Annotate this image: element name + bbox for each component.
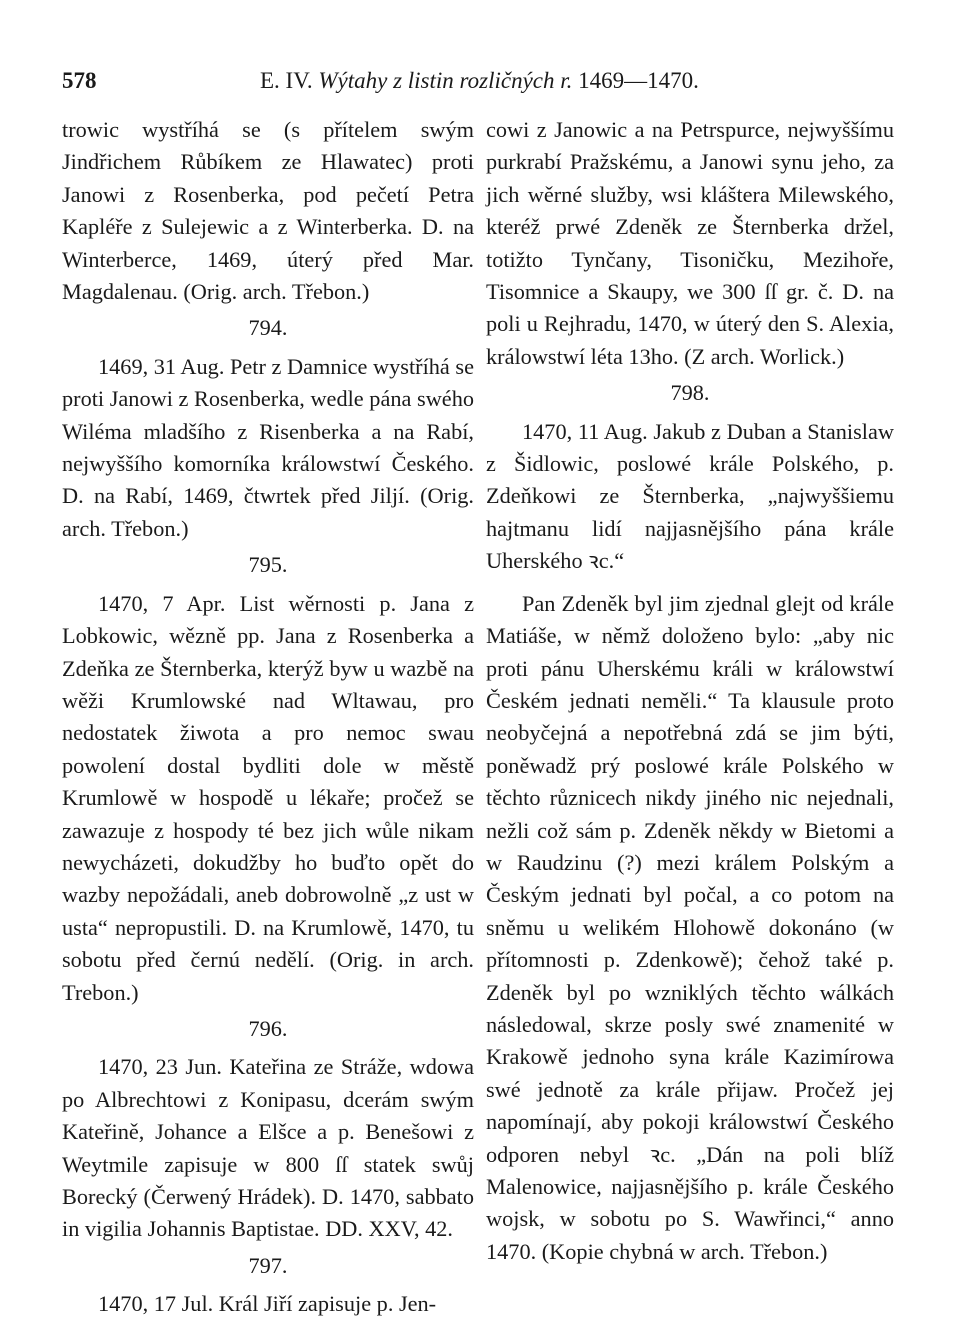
entry-number-796: 796.	[248, 1015, 288, 1041]
entry-798-text: 1470, 11 Aug. Jakub z Duban a Stanislaw z Šidlowic, poslowé krále Polského, p. Zdeňkowi ze Šternberka, „najwyššiemu hajtmanu lidí najjasnějšího pána krále Uherského ꝛc.“	[486, 418, 894, 574]
running-title: Wýtahy z listin rozličných r.	[318, 68, 573, 93]
right-column	[486, 114, 894, 1268]
entry-798-summary: Pan Zdeněk byl jim zjednal glejt od krále Matiáše, w němž doloženo bylo: „aby nic proti pánu Uherskému králi w králowstwí Českém jednati neměli.“ Ta klausule proto neobyčejná a nepotřebná zdá se jim býti, poněwadž prý poslowé krále Polského w těchto různicech nikdy jiného nic nejednali, nežli což sám p. Zdeněk někdy w Bietomi a w Raudzinu (?) mezi králem Polským a Českým jednati byl počal, a co potom na sněmu u welikém Hlohowě dokonáno (w přítomnosti p. Zdenkowě); čehož také p. Zdeněk byl po wzniklých těchto wálkách následowal, skrze posly swé znamenité w Krakowě jednoho syna krále Kazimírowa swé jednotě za krále přijaw. Pročež jej napomínají, aby pokoji králowstwí Českého odporen nebyl ꝛc. „Dán na poli blíž Malenowice, najjasnějšího p. krále Českého wojsk, w sobotu po S. Wawřinci,“ anno 1470. (Kopie chybná w arch. Třebon.)	[486, 590, 894, 1264]
entry-number-794: 794.	[248, 315, 288, 341]
page-number: 578	[62, 68, 97, 93]
entry-797-continuation: cowi z Janowic a na Petrspurce, nejwyššímu purkrabí Pražskému, a Janowi synu jeho, za jich wěrné služby, wsi kláštera Milewského, kteréž prwé Zdeněk ze Šternberka držel, totižto Tynčany, Tisoničku, Mezihoře, Tisomnice a Skaupy, we 300 ſſ gr. č. D. na poli u Rejhradu, 1470, w úterý den S. Alexia, králowstwí léta 13ho. (Z arch. Worlick.)	[486, 117, 894, 369]
entry-796-text: 1470, 23 Jun. Kateřina ze Stráže, wdowa po Albrechtowi z Konipasu, dcerám swým Kateřině, Johance a Elšce a p. Benešowi z Weytmile zapisuje w 800 ſſ statek swůj Borecký (Čerwený Hrádek). D. 1470, sabbato in vigilia Johannis Baptistae. DD. XXV, 42.	[62, 1054, 474, 1242]
section-label: E. IV.	[260, 68, 313, 93]
entry-794-text: 1469, 31 Aug. Petr z Damnice wystříhá se proti Janowi z Rosenberka, wedle pána swého Wiléma mladšího z Risenberka a na Rabí, nejwyššího komorníka králowstwí Českého. D. na Rabí, 1469, čtwrtek před Jiljí. (Orig. arch. Třebon.)	[62, 353, 474, 541]
entry-795-text: 1470, 7 Apr. List wěrnosti p. Jana z Lobkowic, wězně pp. Jana z Rosenberka a Zdeňka ze Šternberka, kterýž byw u wazbě na wěži Krumlowské nad Wltawau, pro nedostatek žiwota a pro nemoc swau powolení dostal bydliti dole w městě Krumlowě w hospodě u lékaře; pročež se zawazuje z hospody té bez jich wůle nikam newycházeti, dokudžby ho buďto opět do wazby nepožádali, aneb dobrowolně „z ust w usta“ nepropustili. D. na Krumlowě, 1470, tu sobotu před černú nedělí. (Orig. in arch. Trebon.)	[62, 590, 474, 1005]
entry-793-continuation: trowic wystříhá se (s přítelem swým Jindřichem Růbíkem ze Hlawatec) proti Janowi z Rosenberka, pod pečetí Petra Kapléře z Sulejewic a z Winterberka. D. na Winterberce, 1469, úterý před Mar. Magdalenau. (Orig. arch. Třebon.)	[62, 117, 474, 305]
entry-number-795: 795.	[248, 552, 288, 578]
entry-number-798: 798.	[670, 380, 710, 406]
left-column	[62, 114, 474, 1321]
entry-number-797: 797.	[248, 1252, 288, 1278]
entry-797-text: 1470, 17 Jul. Král Jiří zapisuje p. Jen-	[98, 1291, 437, 1317]
running-head	[260, 66, 699, 96]
running-years: 1469—1470.	[578, 68, 699, 93]
